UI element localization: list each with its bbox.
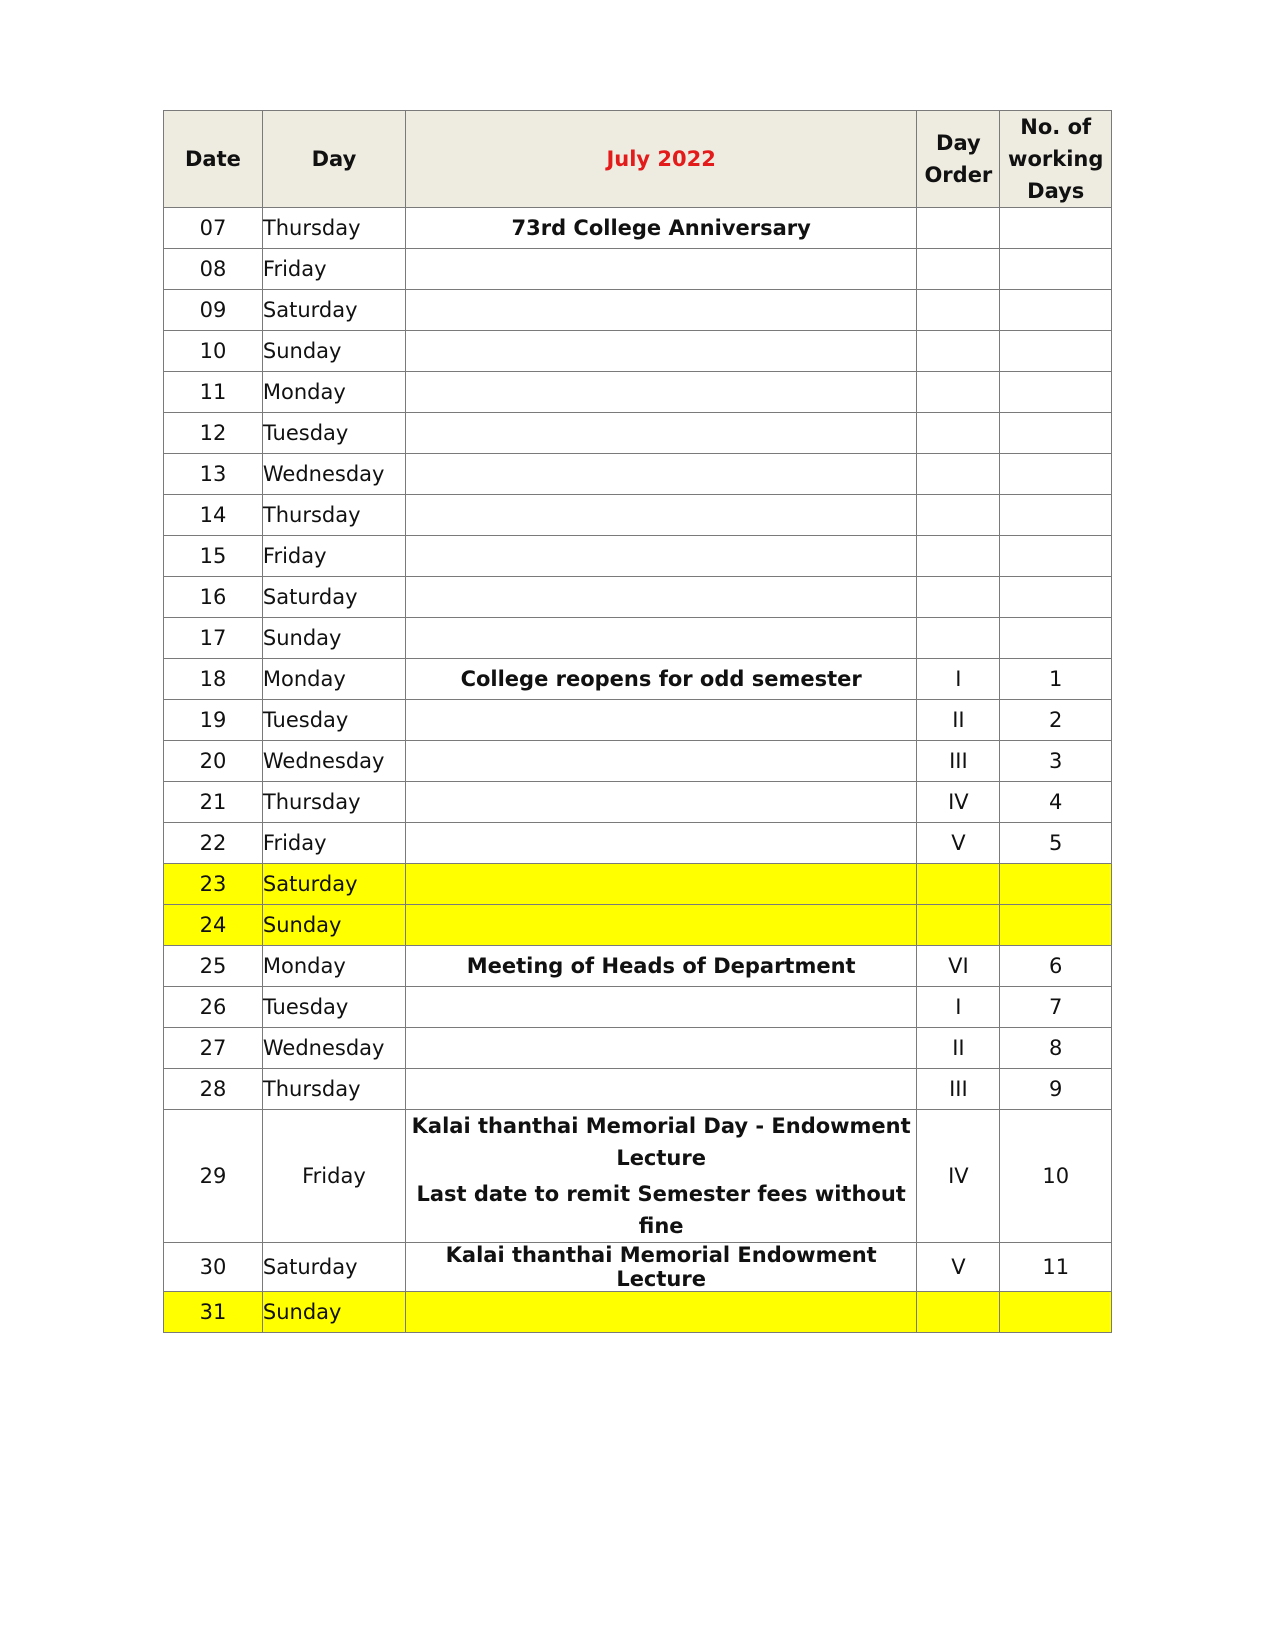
- date-column-header: Date: [164, 111, 263, 208]
- table-row: [164, 946, 1112, 987]
- table-row: [164, 864, 1112, 905]
- working-days-header-line: No. of: [1020, 115, 1092, 139]
- day-cell: Wednesday: [262, 454, 405, 495]
- date-cell: 20: [164, 741, 263, 782]
- table-row: [164, 905, 1112, 946]
- calendar-body: [164, 208, 1112, 1333]
- date-cell: 26: [164, 987, 263, 1028]
- working-days-cell: [1000, 495, 1112, 536]
- day-order-header-line: Order: [924, 163, 993, 187]
- day-cell: Tuesday: [262, 413, 405, 454]
- day-order-cell: [917, 372, 1000, 413]
- event-cell: [405, 823, 916, 864]
- working-days-cell: 11: [1000, 1243, 1112, 1292]
- working-days-cell: 3: [1000, 741, 1112, 782]
- event-cell: [405, 577, 916, 618]
- day-order-header-line: Day: [936, 131, 981, 155]
- working-days-cell: 1: [1000, 659, 1112, 700]
- date-cell: 13: [164, 454, 263, 495]
- event-cell: [405, 536, 916, 577]
- day-order-cell: [917, 249, 1000, 290]
- day-cell: Tuesday: [262, 700, 405, 741]
- event-cell: [405, 864, 916, 905]
- day-cell: Wednesday: [262, 1028, 405, 1069]
- event-cell: [405, 454, 916, 495]
- date-cell: 25: [164, 946, 263, 987]
- table-row: [164, 331, 1112, 372]
- day-cell: Friday: [262, 1110, 405, 1243]
- date-cell: 07: [164, 208, 263, 249]
- event-cell: [405, 372, 916, 413]
- table-row: [164, 536, 1112, 577]
- working-days-cell: [1000, 577, 1112, 618]
- day-cell: Monday: [262, 659, 405, 700]
- table-row: [164, 454, 1112, 495]
- working-days-cell: 4: [1000, 782, 1112, 823]
- day-cell: Sunday: [262, 1292, 405, 1333]
- month-column-header: July 2022: [405, 111, 916, 208]
- working-days-cell: [1000, 1292, 1112, 1333]
- table-row: [164, 290, 1112, 331]
- date-cell: 18: [164, 659, 263, 700]
- working-days-header-line: Days: [1027, 179, 1085, 203]
- working-days-cell: [1000, 536, 1112, 577]
- table-row: [164, 782, 1112, 823]
- date-cell: 24: [164, 905, 263, 946]
- event-cell: [405, 1110, 916, 1243]
- day-cell: Saturday: [262, 1243, 405, 1292]
- day-order-cell: IV: [917, 782, 1000, 823]
- working-days-cell: [1000, 864, 1112, 905]
- day-order-cell: [917, 413, 1000, 454]
- table-row: [164, 1110, 1112, 1243]
- working-days-cell: 10: [1000, 1110, 1112, 1243]
- working-days-cell: [1000, 454, 1112, 495]
- day-order-cell: [917, 577, 1000, 618]
- day-cell: Tuesday: [262, 987, 405, 1028]
- date-cell: 16: [164, 577, 263, 618]
- event-cell: [405, 495, 916, 536]
- date-cell: 31: [164, 1292, 263, 1333]
- day-order-cell: [917, 331, 1000, 372]
- working-days-cell: [1000, 618, 1112, 659]
- event-cell: [405, 741, 916, 782]
- day-order-cell: V: [917, 1243, 1000, 1292]
- day-cell: Friday: [262, 823, 405, 864]
- working-days-cell: 6: [1000, 946, 1112, 987]
- event-cell: [405, 782, 916, 823]
- day-cell: Thursday: [262, 495, 405, 536]
- day-cell: Thursday: [262, 782, 405, 823]
- table-row: [164, 823, 1112, 864]
- event-line: Kalai thanthai Memorial Day - Endowment: [411, 1114, 911, 1138]
- table-row: [164, 700, 1112, 741]
- day-order-cell: [917, 1292, 1000, 1333]
- day-cell: Monday: [262, 946, 405, 987]
- event-line: Last date to remit Semester fees without fine: [416, 1182, 906, 1238]
- event-cell: [405, 1292, 916, 1333]
- date-cell: 30: [164, 1243, 263, 1292]
- day-column-header: Day: [262, 111, 405, 208]
- working-days-cell: [1000, 905, 1112, 946]
- working-days-cell: [1000, 208, 1112, 249]
- event-cell: [405, 987, 916, 1028]
- day-cell: Thursday: [262, 1069, 405, 1110]
- date-cell: 19: [164, 700, 263, 741]
- date-cell: 29: [164, 1110, 263, 1243]
- working-days-cell: [1000, 372, 1112, 413]
- day-cell: Wednesday: [262, 741, 405, 782]
- table-row: [164, 413, 1112, 454]
- day-order-cell: [917, 618, 1000, 659]
- table-row: [164, 1292, 1112, 1333]
- day-order-cell: [917, 495, 1000, 536]
- day-cell: Sunday: [262, 331, 405, 372]
- event-cell: [405, 413, 916, 454]
- working-days-cell: [1000, 413, 1112, 454]
- working-days-cell: [1000, 331, 1112, 372]
- event-cell: [405, 618, 916, 659]
- date-cell: 15: [164, 536, 263, 577]
- table-row: [164, 741, 1112, 782]
- date-cell: 14: [164, 495, 263, 536]
- day-order-cell: II: [917, 700, 1000, 741]
- day-order-cell: VI: [917, 946, 1000, 987]
- day-order-cell: [917, 454, 1000, 495]
- event-cell: [405, 1069, 916, 1110]
- date-cell: 10: [164, 331, 263, 372]
- day-cell: Sunday: [262, 618, 405, 659]
- day-cell: Friday: [262, 536, 405, 577]
- working-days-cell: 7: [1000, 987, 1112, 1028]
- day-order-cell: II: [917, 1028, 1000, 1069]
- day-cell: Saturday: [262, 864, 405, 905]
- working-days-cell: 9: [1000, 1069, 1112, 1110]
- table-row: [164, 1069, 1112, 1110]
- date-cell: 12: [164, 413, 263, 454]
- table-row: [164, 1243, 1112, 1292]
- day-order-cell: V: [917, 823, 1000, 864]
- day-order-cell: IV: [917, 1110, 1000, 1243]
- day-order-cell: III: [917, 741, 1000, 782]
- day-cell: Saturday: [262, 290, 405, 331]
- day-order-cell: [917, 536, 1000, 577]
- day-cell: Sunday: [262, 905, 405, 946]
- academic-calendar-table: [163, 110, 1112, 1333]
- day-cell: Monday: [262, 372, 405, 413]
- day-order-cell: [917, 905, 1000, 946]
- table-row: [164, 659, 1112, 700]
- day-cell: Friday: [262, 249, 405, 290]
- day-order-cell: [917, 864, 1000, 905]
- day-order-cell: [917, 208, 1000, 249]
- table-row: [164, 987, 1112, 1028]
- event-cell: [405, 905, 916, 946]
- date-cell: 09: [164, 290, 263, 331]
- date-cell: 28: [164, 1069, 263, 1110]
- table-row: [164, 249, 1112, 290]
- table-row: [164, 372, 1112, 413]
- event-cell: College reopens for odd semester: [405, 659, 916, 700]
- day-order-cell: [917, 290, 1000, 331]
- table-header-row: [164, 111, 1112, 208]
- day-cell: Thursday: [262, 208, 405, 249]
- event-cell: Meeting of Heads of Department: [405, 946, 916, 987]
- date-cell: 21: [164, 782, 263, 823]
- table-row: [164, 577, 1112, 618]
- table-row: [164, 495, 1112, 536]
- day-cell: Saturday: [262, 577, 405, 618]
- day-order-cell: III: [917, 1069, 1000, 1110]
- day-order-cell: I: [917, 987, 1000, 1028]
- working-days-header-line: working: [1008, 147, 1104, 171]
- table-row: [164, 618, 1112, 659]
- date-cell: 22: [164, 823, 263, 864]
- working-days-cell: [1000, 249, 1112, 290]
- working-days-cell: [1000, 290, 1112, 331]
- day-order-column-header: [917, 111, 1000, 208]
- date-cell: 17: [164, 618, 263, 659]
- table-row: [164, 1028, 1112, 1069]
- event-cell: [405, 290, 916, 331]
- event-cell: [405, 249, 916, 290]
- event-line: Lecture: [616, 1146, 706, 1170]
- working-days-cell: 5: [1000, 823, 1112, 864]
- table-row: [164, 208, 1112, 249]
- working-days-cell: 2: [1000, 700, 1112, 741]
- date-cell: 11: [164, 372, 263, 413]
- event-cell: 73rd College Anniversary: [405, 208, 916, 249]
- date-cell: 23: [164, 864, 263, 905]
- date-cell: 08: [164, 249, 263, 290]
- day-order-cell: I: [917, 659, 1000, 700]
- event-cell: [405, 700, 916, 741]
- working-days-cell: 8: [1000, 1028, 1112, 1069]
- event-cell: [405, 1028, 916, 1069]
- working-days-column-header: [1000, 111, 1112, 208]
- event-cell: [405, 331, 916, 372]
- date-cell: 27: [164, 1028, 263, 1069]
- event-cell: Kalai thanthai Memorial Endowment Lecture: [405, 1243, 916, 1292]
